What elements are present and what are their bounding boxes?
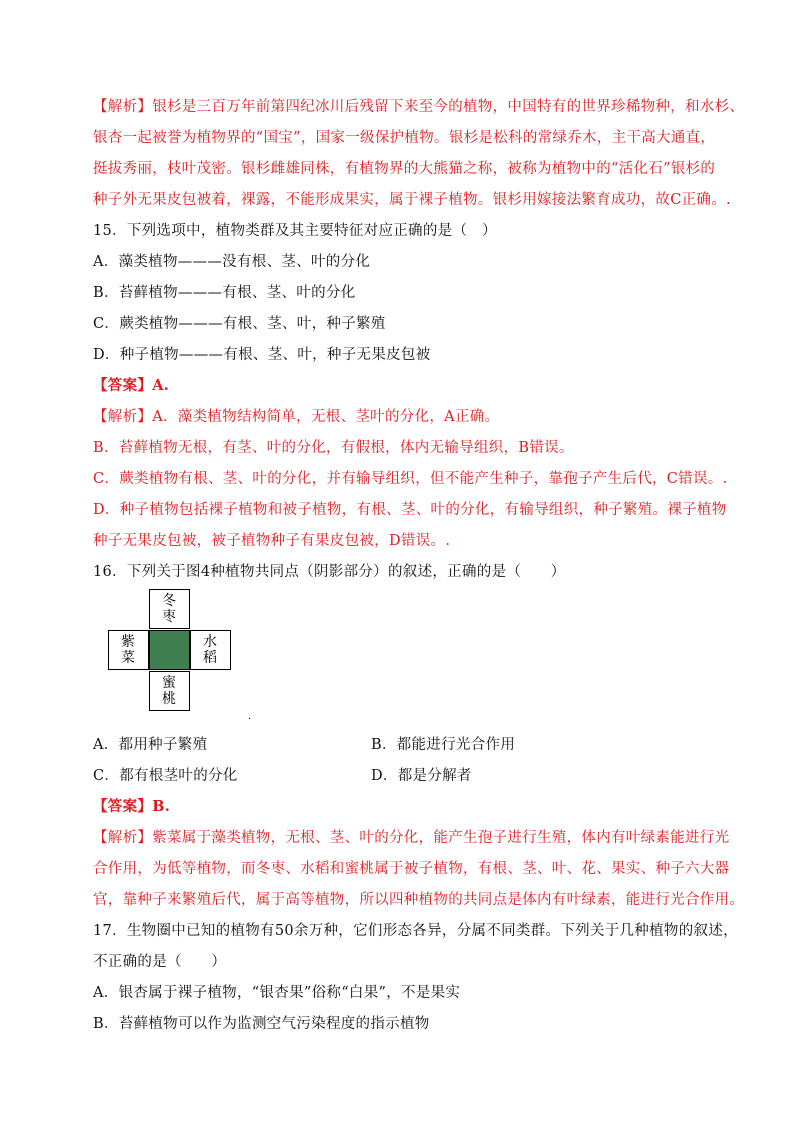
q17-stem-line-2: 不正确的是（ ） [93, 954, 227, 970]
q15-stem: 15．下列选项中，植物类群及其主要特征对应正确的是（ ） [93, 223, 497, 239]
q16-explanation-line-1: 【解析】紫菜属于藻类植物，无根、茎、叶的分化，能产生孢子进行生殖，体内有叶绿素能进行光 [93, 830, 730, 846]
answer-tag: 【答案】 [93, 377, 153, 394]
answer-tag: 【答案】 [93, 798, 153, 815]
q14-explanation-line-1: 【解析】银杉是三百万年前第四纪冰川后残留下来至今的植物，中国特有的世界珍稀物种，和水杉、 [93, 99, 745, 115]
plant-overlap-diagram [106, 589, 234, 713]
explanation-tag: 【解析】 [93, 99, 153, 115]
q15-explanation-line-5: 种子无果皮包被，被子植物种子有果皮包被，D错误。. [93, 533, 451, 549]
explanation-tag: 【解析】 [93, 830, 153, 846]
q17-stem-line-1: 17．生物圈中已知的植物有50余万种，它们形态各异，分属不同类群。下列关于几种植物的叙述， [93, 923, 738, 939]
q14-explanation-line-2: 银杏一起被誉为植物界的“国宝”，国家一级保护植物。银杉是松科的常绿乔木，主干高大通直， [93, 130, 716, 146]
q15-option-b: B．苔藓植物———有根、茎、叶的分化 [93, 285, 356, 301]
cell-dongzao: 冬 枣 [149, 589, 190, 629]
q15-explanation-line-1: 【解析】A．藻类植物结构简单，无根、茎叶的分化，A正确。 [93, 409, 500, 425]
q15-option-d: D．种子植物———有根、茎、叶，种子无果皮包被 [93, 347, 431, 363]
q15-option-a: A．藻类植物———没有根、茎、叶的分化 [93, 254, 371, 270]
explanation-tag: 【解析】 [93, 409, 153, 425]
q14-explanation-line-4: 种子外无果皮包被着，裸露，不能形成果实，属于裸子植物。银杉用嫁接法繁育成功，故C正确。. [93, 192, 731, 208]
q17-option-b: B．苔藓植物可以作为监测空气污染程度的指示植物 [93, 1016, 430, 1032]
q16-explanation-line-2: 合作用，为低等植物，而冬枣、水稻和蜜桃属于被子植物，有根、茎、叶、花、果实、种子六大器 [93, 861, 730, 877]
q16-option-a: A．都用种子繁殖 [93, 737, 208, 753]
cell-zicai: 紫 菜 [108, 630, 149, 670]
q15-explanation-line-3: C．蕨类植物有根、茎、叶的分化，并有输导组织，但不能产生种子，靠孢子产生后代，C错误。. [93, 471, 728, 487]
answer-value: B. [152, 798, 171, 815]
answer-value: A. [152, 377, 170, 394]
diagram-dot: . [248, 711, 252, 722]
q15-explanation-line-4: D．种子植物包括裸子植物和被子植物，有根、茎、叶的分化，有输导组织，种子繁殖。裸子植物 [93, 502, 727, 518]
q15-option-c: C．蕨类植物———有根、茎、叶，种子繁殖 [93, 316, 386, 332]
q17-option-a: A．银杏属于裸子植物，“银杏果”俗称“白果”，不是果实 [93, 985, 461, 1001]
q16-option-b: B．都能进行光合作用 [371, 737, 516, 753]
q16-option-c: C．都有根茎叶的分化 [93, 768, 238, 784]
q16-answer [93, 797, 170, 817]
q16-stem: 16．下列关于图4种植物共同点（阴影部分）的叙述，正确的是（ ） [93, 564, 566, 580]
cell-mitao: 蜜 桃 [149, 671, 190, 711]
q15-answer [93, 376, 169, 396]
q16-explanation-line-3: 官，靠种子来繁殖后代，属于高等植物，所以四种植物的共同点是体内有叶绿素，能进行光合作用。 [93, 892, 745, 908]
cell-shuidao: 水 稻 [190, 630, 231, 670]
q16-option-d: D．都是分解者 [371, 768, 472, 784]
q14-explanation-line-3: 挺拔秀丽，枝叶茂密。银杉雌雄同株，有植物界的大熊猫之称，被称为植物中的“活化石”银杉的 [93, 161, 716, 177]
q15-explanation-line-2: B．苔藓植物无根，有茎、叶的分化，有假根，体内无输导组织，B错误。 [93, 440, 574, 456]
shaded-common-area [149, 630, 190, 670]
